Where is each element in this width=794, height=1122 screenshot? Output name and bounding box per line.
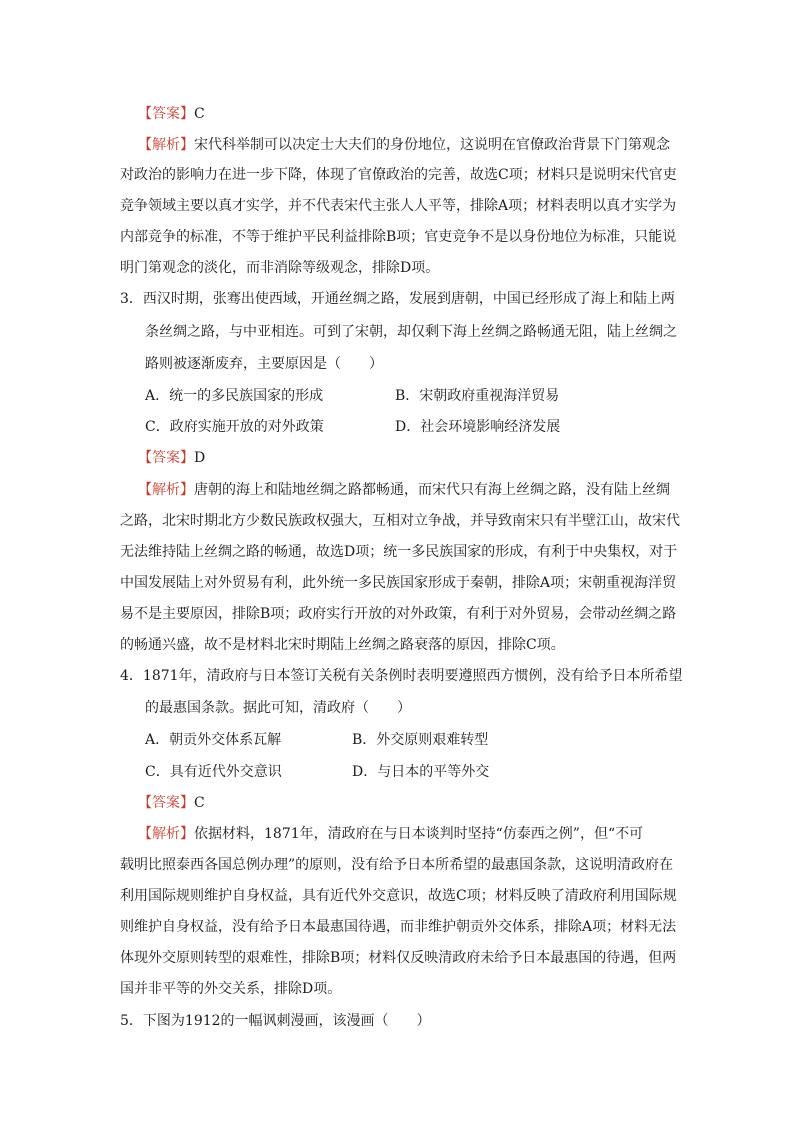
- analysis-tag: 【解析】: [138, 482, 194, 498]
- q2-analysis-line-4: 内部竞争的标准，不等于维护平民利益排除B项；官吏竞争不是以身份地位为标准，只能说: [120, 229, 677, 245]
- q4-answer: [138, 792, 205, 812]
- q3-analysis-line-4: 中国发展陆上对外贸易有利，此外统一多民族国家形成于秦朝，排除A项；宋朝重视海洋贸: [120, 575, 677, 591]
- q4-option-b: B．外交原则艰难转型: [352, 732, 489, 748]
- analysis-tag: 【解析】: [138, 137, 194, 153]
- answer-tag: 【答案】: [138, 450, 194, 466]
- q4-analysis-line-3: 利用国际规则维护自身权益，具有近代外交意识，故选C项；材料反映了清政府利用国际规: [120, 888, 677, 904]
- q4-analysis-line-2: 载明比照泰西各国总例办理”的原则，没有给予日本所希望的最惠国条款，这说明清政府在: [120, 857, 674, 873]
- q3-analysis-line-6: 的畅通兴盛，故不是材料北宋时期陆上丝绸之路衰落的原因，排除C项。: [120, 637, 565, 653]
- q5-stem-line-1: 5．下图为1912的一幅讽刺漫画，该漫画（ ）: [120, 1013, 431, 1029]
- q4-option-d: D．与日本的平等外交: [352, 764, 490, 780]
- q4-analysis-line-1: 【解析】依据材料，1871年，清政府在与日本谈判时坚持“仿泰西之例”，但“不可: [138, 826, 644, 842]
- q3-option-b: B．宋朝政府重视海洋贸易: [395, 388, 560, 404]
- answer-tag: 【答案】: [138, 795, 194, 811]
- q3-stem-line-3: 路则被逐渐废弃，主要原因是（ ）: [145, 356, 383, 372]
- answer-value: D: [194, 450, 206, 466]
- q2-answer: [138, 103, 205, 123]
- q4-analysis-line-6: 国并非平等的外交关系，排除D项。: [120, 981, 342, 997]
- answer-value: C: [194, 795, 205, 811]
- q4-option-c: C．具有近代外交意识: [145, 764, 282, 780]
- q4-stem-line-1: 4．1871年，清政府与日本签订关税有关条例时表明要遵照西方惯例，没有给予日本所希望: [120, 668, 683, 684]
- q2-analysis-line-2: 对政治的影响力在进一步下降，体现了官僚政治的完善，故选C项；材料只是说明宋代官吏: [120, 167, 677, 183]
- q4-analysis-line-4: 则维护自身权益，没有给予日本最惠国待遇，而非维护朝贡外交体系，排除A项；材料无法: [120, 919, 677, 935]
- q3-option-d: D．社会环境影响经济发展: [395, 419, 561, 435]
- q4-stem-line-2: 的最惠国条款。据此可知，清政府（ ）: [145, 700, 411, 716]
- analysis-tag: 【解析】: [138, 826, 194, 842]
- q4-option-a: A．朝贡外交体系瓦解: [145, 732, 282, 748]
- q3-stem-line-1: 3．西汉时期，张骞出使西域，开通丝绸之路，发展到唐朝，中国已经形成了海上和陆上两: [120, 291, 675, 307]
- q2-analysis-line-1: 【解析】宋代科举制可以决定士大夫们的身份地位，这说明在官僚政治背景下门第观念: [138, 137, 670, 153]
- q4-analysis-line-5: 体现外交原则转型的艰难性，排除B项；材料仅反映清政府未给予日本最惠国的待遇，但两: [120, 950, 677, 966]
- q3-analysis-line-3: 无法维持陆上丝绸之路的畅通，故选D项；统一多民族国家的形成，有利于中央集权，对于: [120, 544, 678, 560]
- q3-analysis-line-5: 易不是主要原因，排除B项；政府实行开放的对外政策，有利于对外贸易，会带动丝绸之路: [120, 606, 677, 622]
- q3-option-a: A．统一的多民族国家的形成: [145, 388, 324, 404]
- q3-analysis-line-1: 【解析】唐朝的海上和陆地丝绸之路都畅通，而宋代只有海上丝绸之路，没有陆上丝绸: [138, 482, 670, 498]
- q3-answer: [138, 447, 205, 467]
- q3-option-c: C．政府实施开放的对外政策: [145, 419, 324, 435]
- answer-value: C: [194, 106, 205, 122]
- q2-analysis-line-5: 明门第观念的淡化，而非消除等级观念，排除D项。: [120, 260, 440, 276]
- answer-tag: 【答案】: [138, 106, 194, 122]
- q3-stem-line-2: 条丝绸之路，与中亚相连。可到了宋朝，却仅剩下海上丝绸之路畅通无阻，陆上丝绸之: [145, 324, 677, 340]
- q2-analysis-line-3: 竞争领域主要以真才实学，并不代表宋代主张人人平等，排除A项；材料表明以真才实学为: [120, 198, 677, 214]
- q3-analysis-line-2: 之路，北宋时期北方少数民族政权强大，互相对立争战，并导致南宋只有半壁江山，故宋代: [120, 513, 680, 529]
